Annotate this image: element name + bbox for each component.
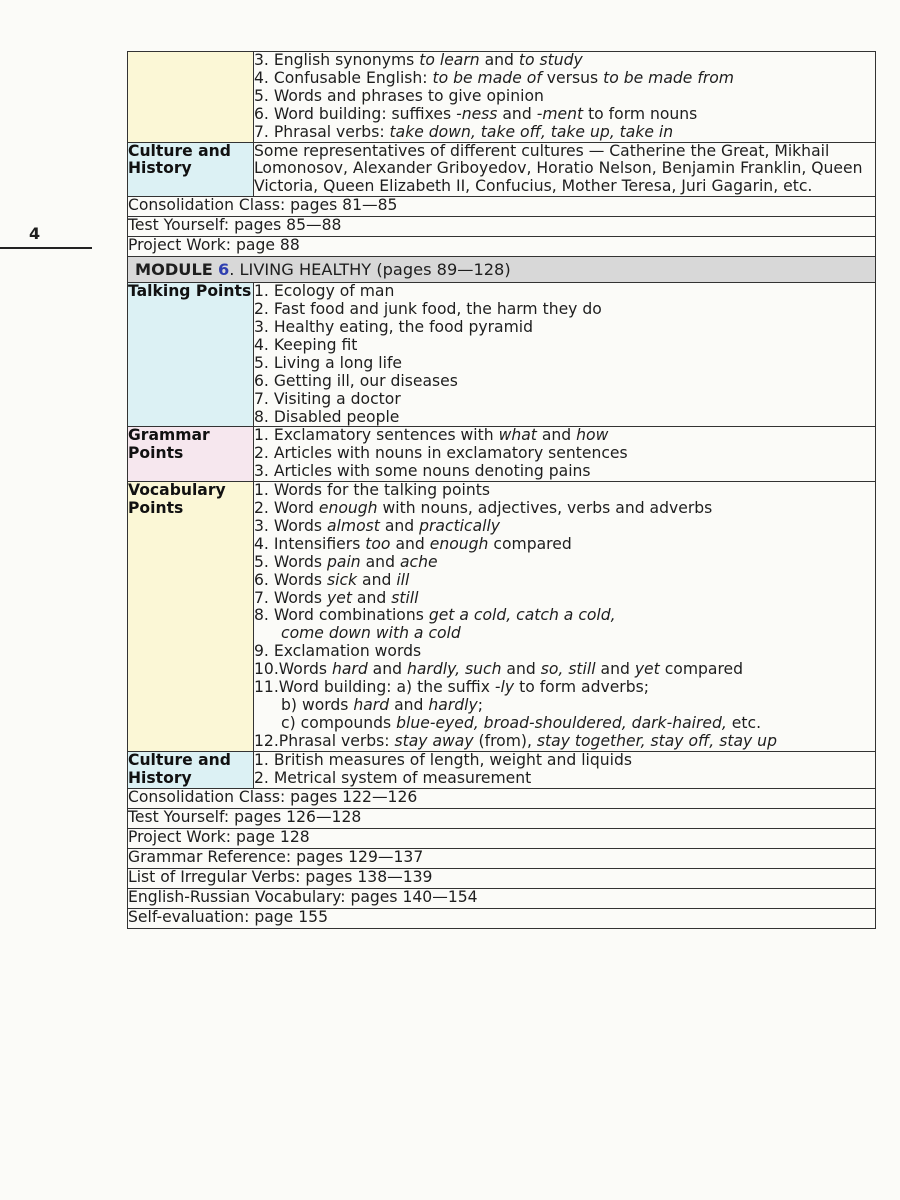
grammar-points-items [254,427,876,482]
continuation-label-cell [128,52,254,143]
list-item: 10.Words hard and hardly, such and so, still and yet compared [254,660,744,679]
culture-history-items [254,751,876,788]
contents-entry: Grammar Reference: pages 129—137 [128,848,876,868]
list-item: 5. Words and phrases to give opinion [254,86,544,105]
contents-table [127,51,876,929]
grammar-points-row [128,427,876,482]
module5-vocabulary-continuation-row [128,52,876,143]
list-item: 3. Words almost and practically [254,516,501,535]
list-item: 1. British measures of length, weight and liquids [254,750,633,769]
list-item: 2. Metrical system of measurement [254,768,532,787]
list-item: 12.Phrasal verbs: stay away (from), stay together, stay off, stay up [254,731,777,750]
list-item: 3. Healthy eating, the food pyramid [254,317,534,336]
list-item: 3. English synonyms to learn and to study [254,51,583,69]
culture-history-text [254,142,876,197]
list-item: 4. Confusable English: to be made of versus to be made from [254,68,734,87]
page-number-rule [0,247,92,249]
section-label: Grammar Points [128,427,254,482]
list-item: 1. Words for the talking points [254,481,490,500]
list-item: 8. Disabled people [254,407,400,426]
list-item: 6. Words sick and ill [254,570,410,589]
contents-entry: Test Yourself: pages 126—128 [128,808,876,828]
section-label: Culture and History [128,751,254,788]
list-item: 1. Ecology of man [254,282,395,301]
vocabulary-list-row [128,888,876,908]
irregular-verbs-row [128,868,876,888]
module6-test-row [128,808,876,828]
list-item: 4. Keeping fit [254,335,358,354]
list-item: 4. Intensifiers too and enough compared [254,534,572,553]
module6-culture-history-row [128,751,876,788]
list-item: 6. Getting ill, our diseases [254,371,458,390]
module5-culture-history-row [128,142,876,197]
contents-entry: Test Yourself: pages 85—88 [128,217,876,237]
module6-project-row [128,828,876,848]
list-item: 2. Articles with nouns in exclamatory sentences [254,444,628,463]
list-item: 6. Word building: suffixes -ness and -ment to form nouns [254,104,698,123]
list-item: 9. Exclamation words [254,642,422,661]
list-item: come down with a cold [281,624,461,643]
module6-consolidation-row [128,788,876,808]
module6-header-row [128,257,876,283]
list-item: 7. Visiting a doctor [254,389,401,408]
page-number: 4 [29,224,41,243]
contents-entry: List of Irregular Verbs: pages 138—139 [128,868,876,888]
module-title: . LIVING HEALTHY (pages 89—128) [229,260,511,280]
module-heading [128,257,876,283]
module5-project-row [128,237,876,257]
talking-points-row [128,283,876,427]
contents-entry: English-Russian Vocabulary: pages 140—154 [128,888,876,908]
continuation-items [254,52,876,143]
talking-points-items [254,283,876,427]
list-item: 7. Phrasal verbs: take down, take off, take up, take in [254,122,674,141]
list-item: 2. Word enough with nouns, adjectives, verbs and adverbs [254,499,713,518]
list-item: 7. Words yet and still [254,588,419,607]
section-label: Vocabulary Points [128,482,254,752]
list-item: b) words hard and hardly; [281,696,483,714]
list-item: 2. Fast food and junk food, the harm they do [254,300,602,319]
list-item: 1. Exclamatory sentences with what and how [254,426,609,445]
contents-entry: Project Work: page 88 [128,237,876,257]
vocabulary-points-row [128,482,876,752]
module5-consolidation-row [128,197,876,217]
vocabulary-points-items [254,482,876,752]
list-item: 11.Word building: a) the suffix -ly to form adverbs; [254,678,649,697]
module-number: 6 [217,260,230,280]
self-evaluation-row [128,908,876,928]
list-item: 8. Word combinations get a cold, catch a cold, [254,606,616,625]
module-label: MODULE [135,260,213,280]
list-item: 3. Articles with some nouns denoting pains [254,462,591,481]
list-item: c) compounds blue-eyed, broad-shouldered, dark-haired, etc. [281,713,762,732]
grammar-reference-row [128,848,876,868]
list-item: 5. Words pain and ache [254,552,438,571]
list-item: 5. Living a long life [254,353,403,372]
contents-entry: Self-evaluation: page 155 [128,908,876,928]
contents-entry: Project Work: page 128 [128,828,876,848]
module5-test-row [128,217,876,237]
contents-entry: Consolidation Class: pages 122—126 [128,788,876,808]
section-label: Culture and History [128,142,254,197]
section-label: Talking Points [128,283,254,427]
contents-entry: Consolidation Class: pages 81—85 [128,197,876,217]
culture-history-paragraph: Some representatives of different cultures — Catherine the Great, Mikhail Lomonosov, Alexander Griboyedov, Horatio Nelson, Benjamin Franklin, Queen Victoria, Queen Elizabeth II, Confucius, Mother Teresa, Juri Gagarin, etc. [254,141,863,196]
